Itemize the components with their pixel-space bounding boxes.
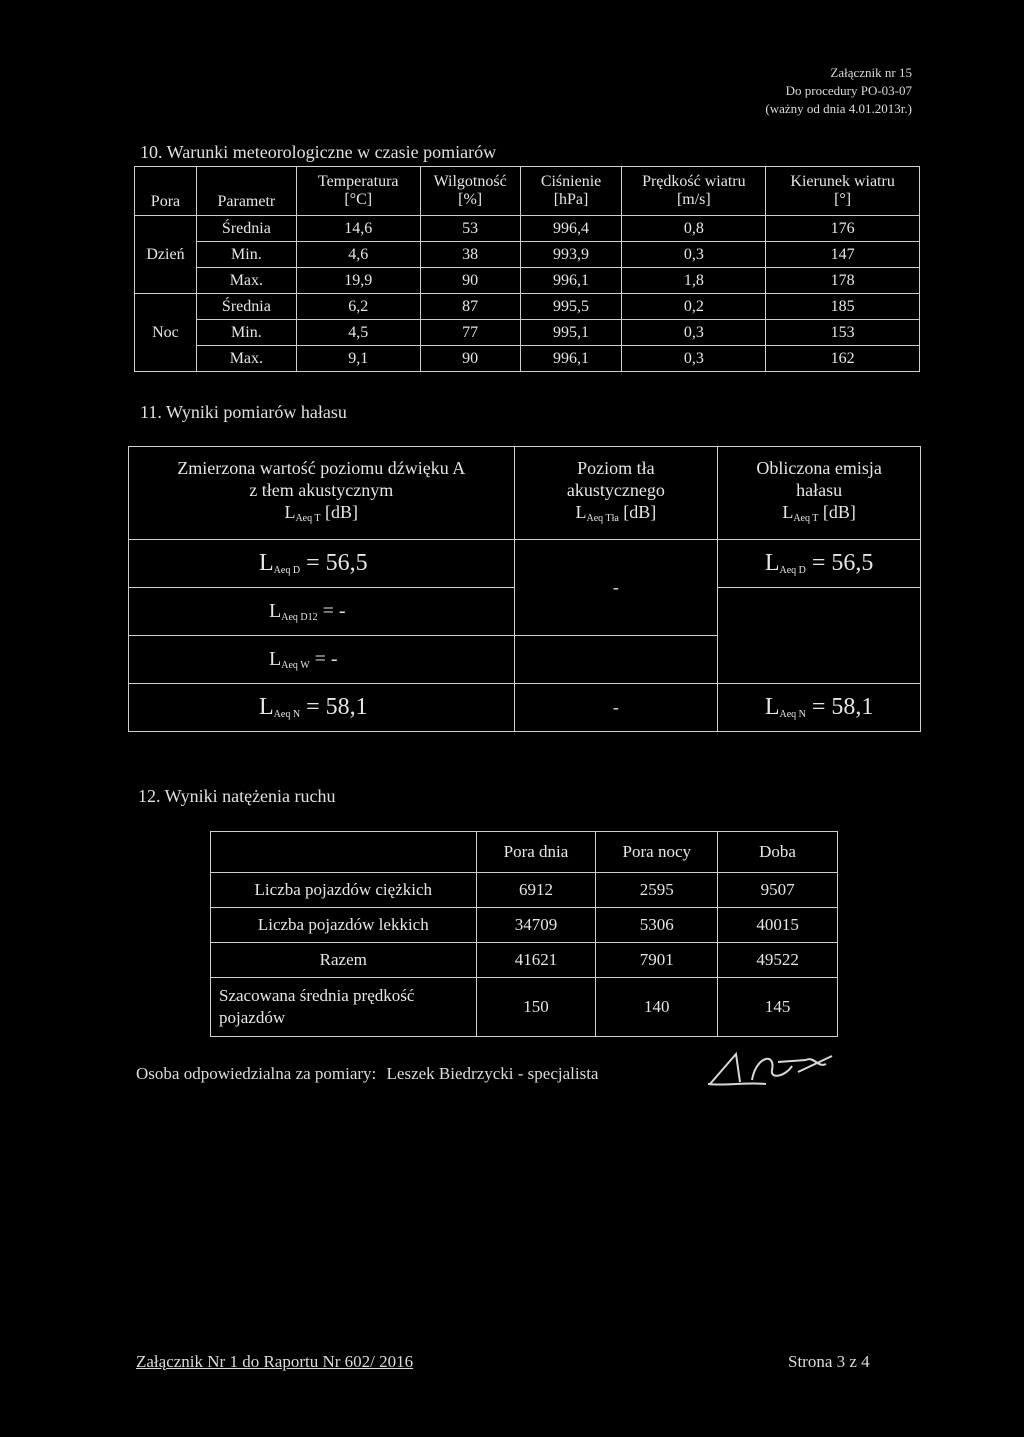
pressure-cell: 996,4 xyxy=(520,216,622,242)
header-empty xyxy=(211,832,477,873)
wind-direction-cell: 176 xyxy=(766,216,920,242)
wind-direction-cell: 185 xyxy=(766,294,920,320)
wind-direction-cell: 162 xyxy=(766,346,920,372)
value-cell: 49522 xyxy=(718,943,838,978)
table-row xyxy=(211,943,838,978)
header-pora: Pora xyxy=(135,167,197,216)
pressure-cell: 996,1 xyxy=(520,268,622,294)
pressure-cell: 995,5 xyxy=(520,294,622,320)
section12-title: 12. Wyniki natężenia ruchu xyxy=(138,786,336,806)
weather-conditions-table xyxy=(134,166,920,372)
measured-value-cell: $L_{Aeq D} = 56,5$ xyxy=(129,540,515,588)
noise-header-row xyxy=(129,447,921,540)
weather-header-row xyxy=(135,167,920,216)
measured-value-cell: $L_{Aeq D12}$ = - xyxy=(129,588,515,636)
humidity-cell: 77 xyxy=(420,320,520,346)
temp-cell: 4,6 xyxy=(296,242,420,268)
table-row xyxy=(135,216,920,242)
humidity-cell: 90 xyxy=(420,268,520,294)
table-row xyxy=(135,320,920,346)
table-row xyxy=(135,242,920,268)
param-cell: Średnia xyxy=(196,216,296,242)
traffic-table xyxy=(210,831,838,1037)
wind-speed-cell: 0,3 xyxy=(622,242,766,268)
table-row xyxy=(135,268,920,294)
attachment-note-line3: (ważny od dnia 4.01.2013r.) xyxy=(765,101,912,116)
responsible-person xyxy=(136,1064,598,1084)
value-cell: 41621 xyxy=(476,943,596,978)
noise-results-table xyxy=(128,446,921,732)
wind-speed-cell: 0,8 xyxy=(622,216,766,242)
background-value-cell xyxy=(514,636,718,684)
wind-direction-cell: 147 xyxy=(766,242,920,268)
header-background: Poziom tła akustycznego $L_{Aeq Tła}$ [dB] xyxy=(514,447,718,540)
header-parametr: Parametr xyxy=(196,167,296,216)
header-humidity: Wilgotność [%] xyxy=(420,167,520,216)
attachment-note-line2: Do procedury PO-03-07 xyxy=(785,83,912,98)
signature xyxy=(706,1046,846,1092)
measured-value-cell: $L_{Aeq W}$ = - xyxy=(129,636,515,684)
humidity-cell: 38 xyxy=(420,242,520,268)
header-day: Pora dnia xyxy=(476,832,596,873)
emission-value-cell: $L_{Aeq N} = 58,1$ xyxy=(718,684,921,732)
temp-cell: 9,1 xyxy=(296,346,420,372)
header-emission: Obliczona emisja hałasu $L_{Aeq T}$ [dB] xyxy=(718,447,921,540)
value-cell: 145 xyxy=(718,978,838,1037)
humidity-cell: 87 xyxy=(420,294,520,320)
humidity-cell: 53 xyxy=(420,216,520,242)
value-cell: 7901 xyxy=(596,943,718,978)
row-label: Liczba pojazdów ciężkich xyxy=(211,873,477,908)
measured-value-cell: $L_{Aeq N} = 58,1$ xyxy=(129,684,515,732)
temp-cell: 6,2 xyxy=(296,294,420,320)
param-cell: Min. xyxy=(196,320,296,346)
table-row xyxy=(211,978,838,1037)
header-temperature: Temperatura [°C] xyxy=(296,167,420,216)
row-label: Razem xyxy=(211,943,477,978)
value-cell: 140 xyxy=(596,978,718,1037)
table-row xyxy=(211,873,838,908)
header-night: Pora nocy xyxy=(596,832,718,873)
value-cell: 6912 xyxy=(476,873,596,908)
wind-direction-cell: 178 xyxy=(766,268,920,294)
section10-title: 10. Warunki meteorologiczne w czasie pomiarów xyxy=(140,142,497,162)
header-measured: Zmierzona wartość poziomu dźwięku A z tłem akustycznym $L_{Aeq T}$ [dB] xyxy=(129,447,515,540)
pora-day: Dzień xyxy=(135,216,197,294)
row-label: Szacowana średnia prędkość pojazdów xyxy=(211,978,477,1037)
responsible-name: Leszek Biedrzycki - specjalista xyxy=(386,1064,599,1083)
footer-page-number: Strona 3 z 4 xyxy=(788,1352,870,1371)
attachment-note xyxy=(765,64,912,118)
param-cell: Max. xyxy=(196,346,296,372)
value-cell: 40015 xyxy=(718,908,838,943)
value-cell: 9507 xyxy=(718,873,838,908)
traffic-header-row xyxy=(211,832,838,873)
temp-cell: 14,6 xyxy=(296,216,420,242)
value-cell: 150 xyxy=(476,978,596,1037)
wind-speed-cell: 0,2 xyxy=(622,294,766,320)
value-cell: 2595 xyxy=(596,873,718,908)
table-row xyxy=(135,294,920,320)
pora-night: Noc xyxy=(135,294,197,372)
background-value-cell: - xyxy=(514,684,718,732)
pressure-cell: 993,9 xyxy=(520,242,622,268)
temp-cell: 19,9 xyxy=(296,268,420,294)
row-label: Liczba pojazdów lekkich xyxy=(211,908,477,943)
table-row xyxy=(129,540,921,588)
attachment-note-line1: Załącznik nr 15 xyxy=(830,65,912,80)
footer-report-ref: Załącznik Nr 1 do Raportu Nr 602/ 2016 xyxy=(136,1352,414,1371)
table-row xyxy=(211,908,838,943)
header-24h: Doba xyxy=(718,832,838,873)
pressure-cell: 996,1 xyxy=(520,346,622,372)
wind-speed-cell: 0,3 xyxy=(622,320,766,346)
temp-cell: 4,5 xyxy=(296,320,420,346)
param-cell: Max. xyxy=(196,268,296,294)
wind-speed-cell: 0,3 xyxy=(622,346,766,372)
emission-value-cell xyxy=(718,588,921,684)
header-wind-direction: Kierunek wiatru [°] xyxy=(766,167,920,216)
wind-speed-cell: 1,8 xyxy=(622,268,766,294)
param-cell: Średnia xyxy=(196,294,296,320)
header-pressure: Ciśnienie [hPa] xyxy=(520,167,622,216)
responsible-label: Osoba odpowiedzialna za pomiary: xyxy=(136,1064,377,1083)
header-wind-speed: Prędkość wiatru [m/s] xyxy=(622,167,766,216)
value-cell: 5306 xyxy=(596,908,718,943)
wind-direction-cell: 153 xyxy=(766,320,920,346)
pressure-cell: 995,1 xyxy=(520,320,622,346)
emission-value-cell: $L_{Aeq D} = 56,5$ xyxy=(718,540,921,588)
background-value-cell: - xyxy=(514,540,718,636)
table-row xyxy=(135,346,920,372)
param-cell: Min. xyxy=(196,242,296,268)
table-row xyxy=(129,684,921,732)
section11-title: 11. Wyniki pomiarów hałasu xyxy=(140,402,347,422)
value-cell: 34709 xyxy=(476,908,596,943)
humidity-cell: 90 xyxy=(420,346,520,372)
